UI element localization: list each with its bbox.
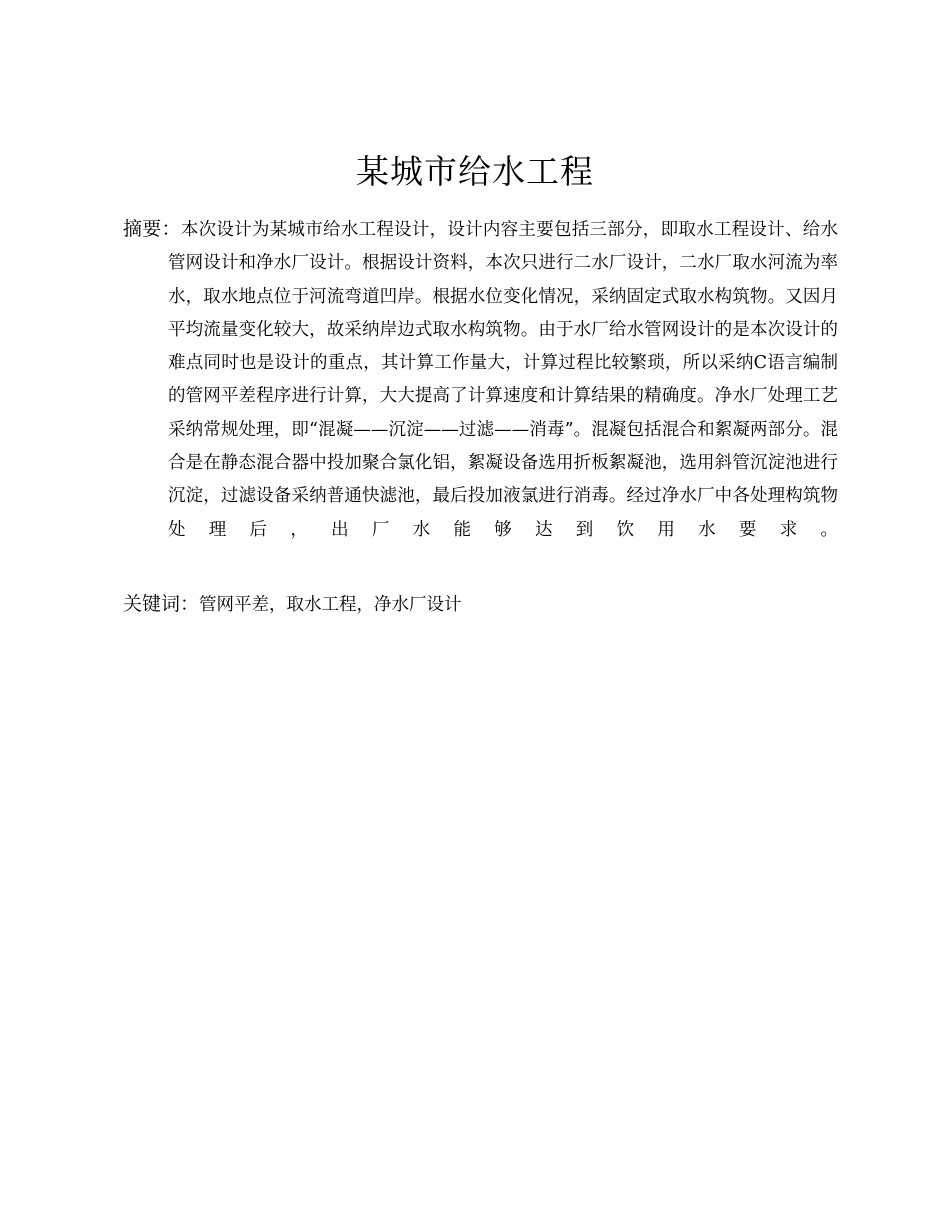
keywords-line	[123, 588, 838, 622]
keywords-text: 管网平差，取水工程，净水厂设计	[199, 595, 462, 615]
abstract-text: 本次设计为某城市给水工程设计，设计内容主要包括三部分，即取水工程设计、给水管网设计和净水厂设计。根据设计资料，本次只进行二水厂设计，二水厂取水河流为率水，取水地点位于河流弯道凹岸。根据水位变化情况，采纳固定式取水构筑物。又因月平均流量变化较大，故采纳岸边式取水构筑物。由于水厂给水管网设计的是本次设计的难点同时也是设计的重点，其计算工作量大，计算过程比较繁琐，所以采纳C语言编制的管网平差程序进行计算，大大提高了计算速度和计算结果的精确度。净水厂处理工艺采纳常规处理，即“混凝——沉淀——过滤——消毒”。混凝包括混合和絮凝两部分。混合是在静态混合器中投加聚合氯化铝，絮凝设备选用折板絮凝池，选用斜管沉淀池进行沉淀，过滤设备采纳普通快滤池，最后投加液氯进行消毒。经过净水厂中各处理构筑物处理后，出厂水能够达到饮用水要求。	[168, 220, 838, 540]
document-title: 某城市给水工程	[356, 152, 594, 191]
abstract-paragraph	[123, 213, 838, 547]
abstract-label: 摘要：	[123, 218, 181, 240]
keywords-label: 关键词：	[123, 593, 200, 615]
